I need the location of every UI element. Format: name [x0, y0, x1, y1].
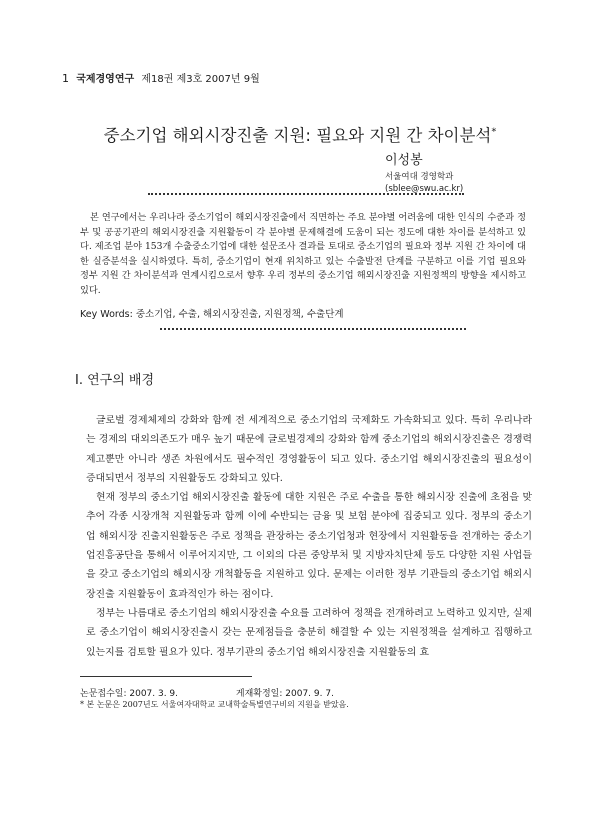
abstract-top-divider — [148, 193, 464, 195]
funding-footnote: * 본 논문은 2007년도 서울여자대학교 교내학술특별연구비의 지원을 받았음. — [80, 700, 349, 709]
abstract: 본 연구에서는 우리나라 중소기업이 해외시장진출에서 직면하는 주요 분야별 어려움에 대한 인식의 수준과 정부 및 공공기관의 해외시장진출 지원활동이 각 분야별 문제해결에 도움이 되는 정도에 대한 차이를 분석하고 있다. 제조업 분야 153개 수출중소기업에 대한 설문조사 결과를 토대로 중소기업의 필요와 정부 지원 간 차이에 대한 실증분석을 실시하였다. 특히, 중소기업이 현재 위치하고 있는 수출발전 단계를 구분하고 이를 기업 필요와 정부 지원 간 차이분석과 연계시킴으로서 향후 우리 정부의 중소기업 해외시장진출 지원정책의 방향을 제시하고 있다. — [80, 212, 526, 296]
body-paragraph: 정부는 나름대로 중소기업의 해외시장진출 수요를 고려하여 정책을 전개하려고 노력하고 있지만, 실제로 중소기업이 해외시장진출시 갖는 문제점들을 충분히 해결할 수 있는 지원정책을 설계하고 집행하고 있는지를 검토할 필요가 있다. 정부기관의 중소기업 해외시장진출 지원활동의 효 — [86, 607, 532, 658]
author-name: 이성봉 — [385, 153, 423, 168]
keywords — [80, 306, 344, 320]
accepted-date: 게재확정일: 2007. 9. 7. — [235, 689, 334, 699]
author-affiliation: 서울여대 경영학과 — [385, 172, 454, 182]
author-email: (sblee@swu.ac.kr) — [385, 184, 464, 194]
received-date: 논문접수일: 2007. 3. 9. — [80, 689, 179, 699]
keywords-label: Key Words: — [80, 309, 133, 320]
body-text — [86, 411, 532, 662]
page-number: 1 — [62, 72, 69, 85]
abstract-bottom-divider — [160, 328, 466, 330]
paper-title-text: 중소기업 해외시장진출 지원: 필요와 지원 간 차이분석 — [103, 126, 492, 145]
running-header — [62, 70, 260, 85]
author-block — [385, 149, 463, 195]
journal-issue: 제18권 제3호 2007년 9월 — [141, 74, 260, 85]
journal-name: 국제경영연구 — [76, 74, 135, 85]
title-footnote-marker: * — [491, 126, 497, 138]
keywords-text: 중소기업, 수출, 해외시장진출, 지원정책, 수출단계 — [135, 309, 344, 320]
paper-title — [0, 122, 600, 146]
body-paragraph: 글로벌 경제체제의 강화와 함께 전 세계적으로 중소기업의 국제화도 가속화되고 있다. 특히 우리나라는 경제의 대외의존도가 매우 높기 때문에 글로벌경제의 강화와 함께 중소기업의 해외시장진출은 경쟁력 제고뿐만 아니라 생존 차원에서도 필수적인 경영활동이 되고 있다. 중소기업 해외시장진출의 필요성이 증대되면서 정부의 지원활동도 강화되고 있다. — [86, 415, 532, 484]
submission-dates — [80, 686, 334, 699]
body-paragraph: 현재 정부의 중소기업 해외시장진출 활동에 대한 지원은 주로 수출을 통한 해외시장 진출에 초점을 맞추어 각종 시장개척 지원활동과 함께 이에 수반되는 금융 및 보험 분야에 집중되고 있다. 정부의 중소기업 해외시장 진출지원활동은 주로 정책을 관장하는 중소기업청과 현장에서 지원활동을 전개하는 중소기업진흥공단을 통해서 이루어지지만, 그 이외의 다른 중앙부처 및 지방자치단체 등도 다양한 지원 사업들을 갖고 중소기업의 해외시장 개척활동을 지원하고 있다. 문제는 이러한 정부 기관들의 중소기업 해외시장진출 지원활동이 효과적인가 하는 점이다. — [86, 492, 532, 600]
section-heading: Ⅰ. 연구의 배경 — [75, 373, 155, 388]
footnote-rule — [80, 676, 252, 677]
